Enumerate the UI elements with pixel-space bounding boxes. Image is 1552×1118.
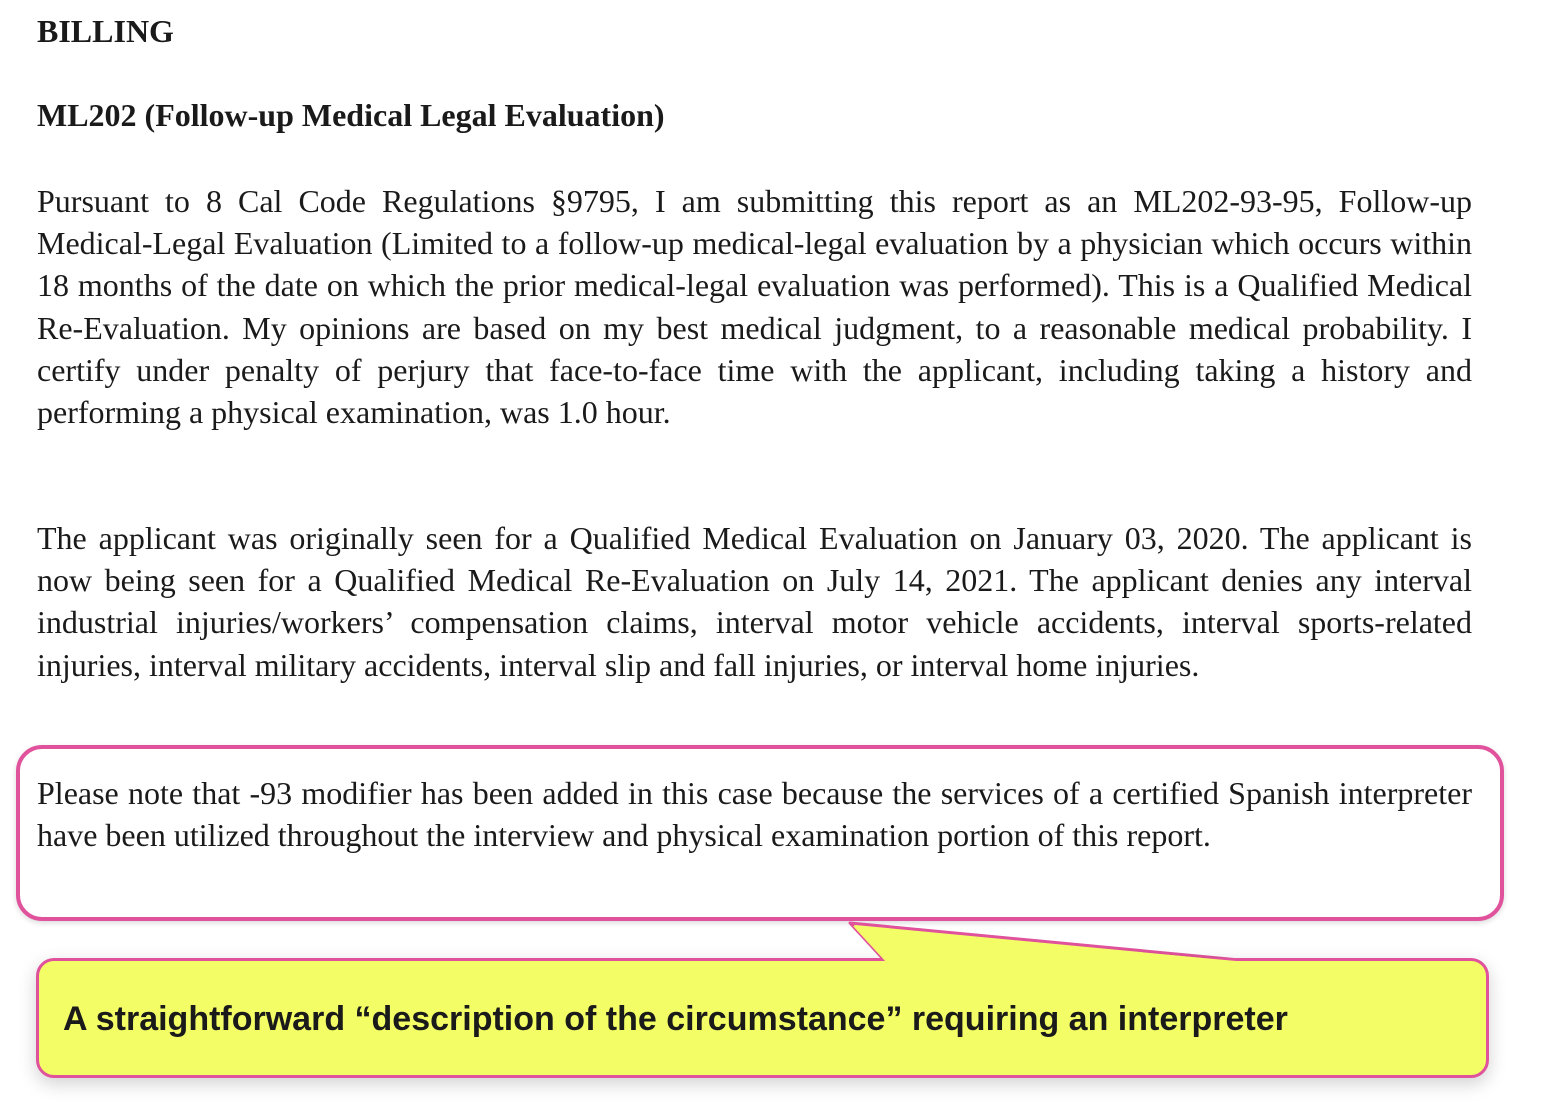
- paragraph-interpreter-modifier: Please note that -93 modifier has been added in this case because the services of a certified Spanish interpreter have been utilized throughout the interview and physical examination portion of this report.: [37, 775, 1472, 854]
- billing-code-title: ML202 (Follow-up Medical Legal Evaluation): [37, 97, 665, 133]
- section-title: BILLING: [37, 13, 174, 49]
- paragraph-applicant-history: The applicant was originally seen for a Qualified Medical Evaluation on January 03, 2020. The applicant is now being seen for a Qualified Medical Re-Evaluation on July 14, 2021. The applicant denies any interval industrial injuries/workers’ compensation claims, interval motor vehicle accidents, interval sports-related injuries, interval military accidents, interval slip and fall injuries, or interval home injuries.: [37, 520, 1472, 683]
- annotation-callout-text: A straightforward “description of the circumstance” requiring an interpreter: [63, 1000, 1288, 1038]
- paragraph-evaluation-statement: Pursuant to 8 Cal Code Regulations §9795, I am submitting this report as an ML202-93-95, Follow-up Medical-Legal Evaluation (Limited to a follow-up medical-legal evaluation by a physician which occurs within 18 months of the date on which the prior medical-legal evaluation was performed). This is a Qualified Medical Re-Evaluation. My opinions are based on my best medical judgment, to a reasonable medical probability. I certify under penalty of perjury that face-to-face time with the applicant, including taking a history and performing a physical examination, was 1.0 hour.: [37, 183, 1472, 431]
- annotation-callout: [36, 958, 1489, 1078]
